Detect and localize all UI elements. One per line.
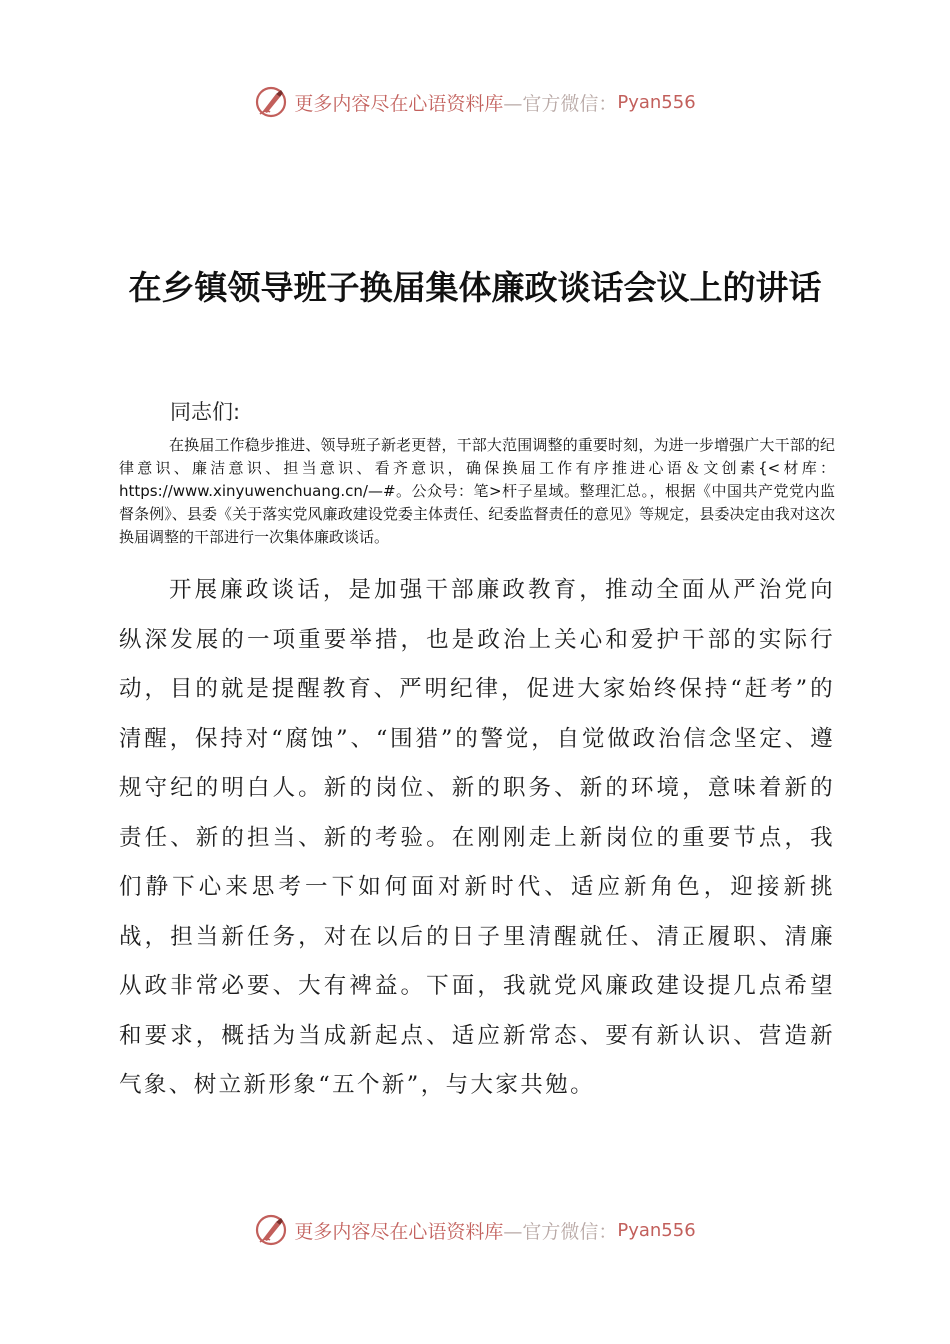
quill-pen-logo-icon	[254, 1213, 288, 1247]
quill-pen-logo-icon	[254, 85, 288, 119]
footer-wechat-id: Pyan556	[617, 1219, 696, 1241]
footer-banner-text: 更多内容尽在心语资料库	[294, 1220, 504, 1243]
header-banner-text: 更多内容尽在心语资料库	[294, 92, 504, 115]
document-title: 在乡镇领导班子换届集体廉政谈话会议上的讲话	[128, 268, 822, 307]
header-wechat-id: Pyan556	[617, 91, 696, 113]
salutation: 同志们:	[170, 400, 241, 424]
body-paragraph: 开展廉政谈话，是加强干部廉政教育，推动全面从严治党向纵深发展的一项重要举措，也是政治上关心和爱护干部的实际行动，目的就是提醒教育、严明纪律，促进大家始终保持“赶考”的清醒，保持对“腐蚀”、“围猎”的警觉，自觉做政治信念坚定、遵规守纪的明白人。新的岗位、新的职务、新的环境，意味着新的责任、新的担当、新的考验。在刚刚走上新岗位的重要节点，我们静下心来思考一下如何面对新时代、适应新角色，迎接新挑战，担当新任务，对在以后的日子里清醒就任、清正履职、清廉从政非常必要、大有裨益。下面，我就党风廉政建设提几点希望和要求，概括为当成新起点、适应新常态、要有新认识、营造新气象、树立新形象“五个新”，与大家共勉。	[119, 577, 835, 1098]
header-banner-separator: —官方微信：	[503, 92, 618, 115]
intro-paragraph: 在换届工作稳步推进、领导班子新老更替，干部大范围调整的重要时刻，为进一步增强广大干部的纪律意识、廉洁意识、担当意识、看齐意识，确保换届工作有序推进心语＆文创素{<材库：https://www.xinyuwenchuang.cn/—#。公众号：笔>杆子星域。整理汇总。，根据《中国共产党党内监督条例》、县委《关于落实党风廉政建设党委主体责任、纪委监督责任的意见》等规定，县委决定由我对这次换届调整的干部进行一次集体廉政谈话。	[119, 436, 835, 546]
header-watermark-banner	[0, 80, 950, 124]
footer-banner-separator: —官方微信：	[503, 1220, 618, 1243]
footer-watermark-banner	[0, 1208, 950, 1252]
